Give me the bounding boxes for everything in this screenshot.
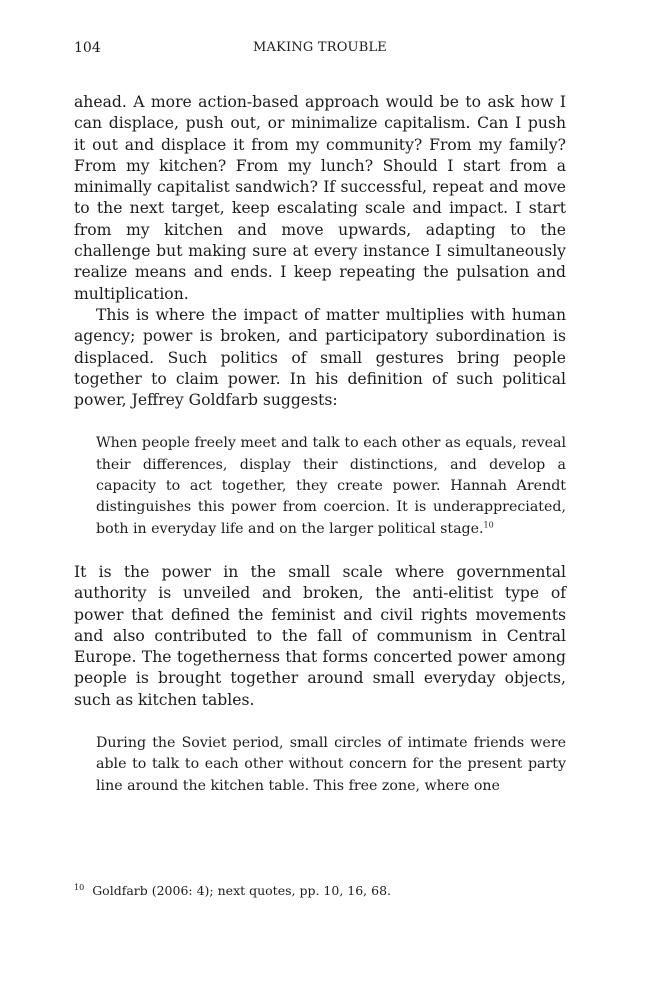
body-paragraph: This is where the impact of matter multiplies with human agency; power is broken, and participatory subordination is displaced. Such politics of small gestures bring people together to claim power. In his definition of such political power, Jeffrey Goldfarb suggests: [74,305,566,410]
page-body [74,92,566,797]
page-number: 104 [74,40,101,56]
block-quote [96,733,566,797]
footnote-text: Goldfarb (2006: 4); next quotes, pp. 10, 16, 68. [92,883,392,898]
footnote-marker: 10 [74,882,85,892]
body-paragraph: ahead. A more action-based approach would be to ask how I can displace, push out, or minimalize capitalism. Can I push it out and displace it from my community? From my family? From my kitchen? From my lunch? Should I start from a minimally capitalist sandwich? If successful, repeat and move to the next target, keep escalating scale and impact. I start from my kitchen and move upwards, adapting to the challenge but making sure at every instance I simultaneously realize means and ends. I keep repeating the pulsation and multiplication. [74,93,566,303]
body-paragraph: It is the power in the small scale where governmental authority is unveiled and broken, the anti-elitist type of power that defined the feminist and civil rights movements and also contributed to the fall of communism in Central Europe. The togetherness that forms concerted power among people is brought together around small everyday objects, such as kitchen tables. [74,562,566,709]
running-head: MAKING TROUBLE [253,40,387,55]
page-header [74,40,566,60]
footnote-reference: 10 [483,519,494,529]
footnote [74,882,566,900]
block-quote [96,433,566,539]
block-quote-text: During the Soviet period, small circles of intimate friends were able to talk to each other without concern for the present party line around the kitchen table. This free zone, where one [96,735,566,794]
block-quote-text: When people freely meet and talk to each other as equals, reveal their differences, display their distinctions, and develop a capacity to act together, they create power. Hannah Arendt distinguishes this power from coercion. It is underappreciated, both in everyday life and on the larger political stage. [96,435,566,537]
